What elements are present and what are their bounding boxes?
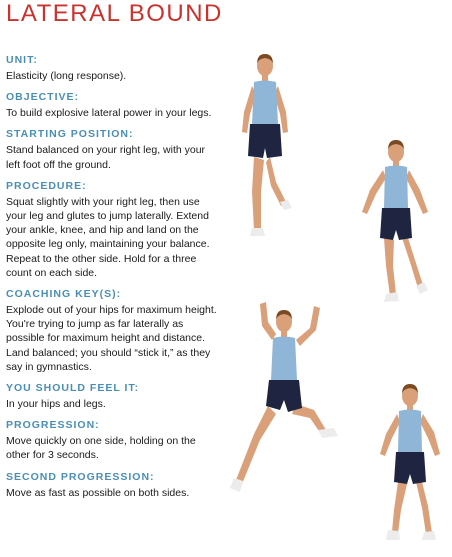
section-body: Squat slightly with your right leg, then use your leg and glutes to jump laterally. Extend your ankle, knee, and hip and land on the opposite leg only, maintaining your balance. Repeat to the other side. Hold for a three count on each side. xyxy=(6,195,210,279)
exercise-sections xyxy=(6,54,218,508)
athlete-photo-landing xyxy=(370,382,450,554)
section-second-progression xyxy=(6,471,218,500)
section-coaching-keys xyxy=(6,288,218,374)
section-body: In your hips and legs. xyxy=(6,398,106,411)
athlete-photo-leaning xyxy=(356,138,436,308)
section-procedure xyxy=(6,180,218,280)
section-heading: COACHING KEY(S): xyxy=(6,288,122,301)
section-heading: PROCEDURE: xyxy=(6,179,87,192)
section-body: To build explosive lateral power in your legs. xyxy=(6,107,212,120)
section-body: Move as fast as possible on both sides. xyxy=(6,486,190,499)
section-heading: YOU SHOULD FEEL IT: xyxy=(6,382,140,395)
section-heading: UNIT: xyxy=(6,54,38,66)
section-body: Elasticity (long response). xyxy=(6,70,127,82)
athlete-photo-jumping xyxy=(226,298,346,498)
page-title: LATERAL BOUND xyxy=(6,0,223,27)
section-starting-position xyxy=(6,128,218,171)
section-objective xyxy=(6,91,218,120)
section-heading: SECOND PROGRESSION: xyxy=(6,470,155,483)
section-unit xyxy=(6,54,218,83)
section-body: Move quickly on one side, holding on the other for 3 seconds. xyxy=(6,435,196,462)
section-heading: STARTING POSITION: xyxy=(6,128,134,141)
section-heading: PROGRESSION: xyxy=(6,419,100,432)
section-progression xyxy=(6,419,218,462)
section-body: Explode out of your hips for maximum height. You're trying to jump as far laterally as possible for maximum height and distance. Land balanced; you should “stick it,” as they say in gymnastics. xyxy=(6,304,217,373)
section-feel-it xyxy=(6,382,218,411)
section-body: Stand balanced on your right leg, with your left foot off the ground. xyxy=(6,144,206,171)
exercise-photos xyxy=(218,40,452,557)
athlete-photo-standing xyxy=(230,52,300,242)
section-heading: OBJECTIVE: xyxy=(6,91,80,104)
